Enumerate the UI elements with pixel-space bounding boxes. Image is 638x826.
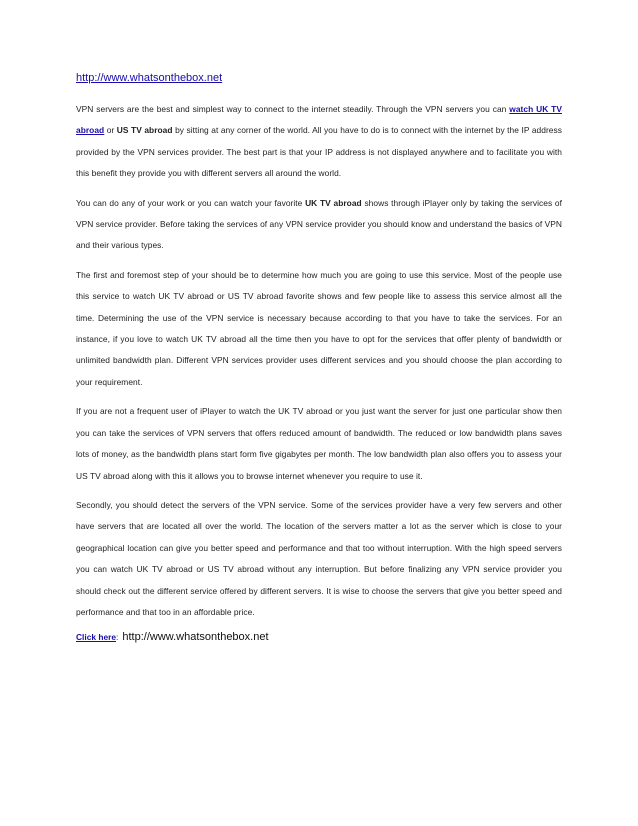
paragraph-intro — [76, 99, 562, 185]
document-page — [76, 72, 562, 643]
paragraph-iplayer-text-b: shows through iPlayer only by taking the services of VPN service provider. Before taking the services of any VPN service provider you should know and understand the basics of VPN and their various types. — [76, 197, 562, 251]
watch-uk-tv-abroad-link[interactable]: watch UK TV abroad — [76, 104, 562, 136]
paragraph-intro-text-a: VPN servers are the best and simplest way to connect to the internet steadily. Through the VPN servers you can — [76, 104, 510, 114]
paragraph-usage: The first and foremost step of your should be to determine how much you are going to use this service. Most of the people use this service to watch UK TV abroad or US TV abroad favorite shows and few people like to assess this service almost all the time. Determining the use of the VPN service is necessary because according to that you have to take the services. For an instance, if you love to watch UK TV abroad all the time then you have to opt for the services that offer plenty of bandwidth or unlimited bandwidth plan. Different VPN services provider uses different services and you should choose the plan according to your requirement. — [76, 269, 562, 387]
footer-url-text: http://www.whatsonthebox.net — [122, 631, 269, 644]
paragraph-servers: Secondly, you should detect the servers of the VPN service. Some of the services provider have a very few servers and other have servers that are located all over the world. The location of the servers matter a lot as the server which is close to your geographical location can give you better speed and performance and that too without interruption. With the high speed servers you can watch UK TV abroad or US TV abroad without any interruption. But before finalizing any VPN service provider you should check out the different service offered by different servers. It is wise to choose the servers that give you better speed and performance and that too in an affordable price. — [76, 499, 562, 617]
paragraph-intro-text-b: or — [104, 125, 117, 136]
click-here-link[interactable]: Click here — [76, 632, 117, 643]
paragraph-iplayer-text-a: You can do any of your work or you can watch your favorite — [76, 197, 306, 208]
paragraph-intro-text-c: by sitting at any corner of the world. All you have to do is to connect with the internet by the IP address provided by the VPN services provider. The best part is that your IP address is not displayed anywhere and to facilitate you with this benefit they provide you with different servers all around the world. — [76, 125, 562, 179]
footer-line — [76, 631, 562, 643]
paragraph-iplayer — [76, 193, 562, 257]
paragraph-bandwidth: If you are not a frequent user of iPlayer to watch the UK TV abroad or you just want the server for just one particular show then you can take the services of VPN servers that offers reduced amount of bandwidth. The reduced or low bandwidth plans saves lots of money, as the bandwidth plans start form five gigabytes per month. The low bandwidth plan also offers you to assess your US TV abroad along with this it allows you to browse internet whenever you require to use it. — [76, 406, 562, 481]
footer-colon: : — [116, 632, 119, 643]
us-tv-abroad-bold: US TV abroad — [116, 125, 173, 136]
uk-tv-abroad-bold: UK TV abroad — [305, 197, 362, 208]
header-url-link[interactable]: http://www.whatsonthebox.net — [76, 72, 223, 84]
